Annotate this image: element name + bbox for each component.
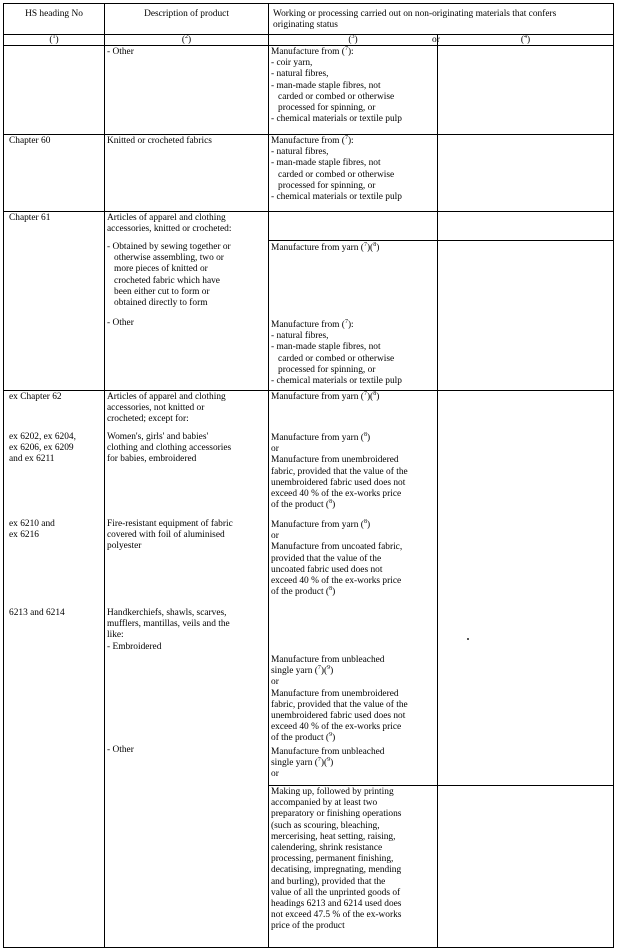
- header-working-processing: Working or processing carried out on non-originating materials that confers originating status: [273, 9, 557, 30]
- header-col-num-3: ($^3$): [348, 34, 358, 45]
- rule-line: [268, 240, 614, 241]
- row2-description: Knitted or crocheted fabrics: [107, 136, 212, 146]
- rule-line: [3, 134, 614, 135]
- row4-working-embroidered: Manufacture from yarn ($^8$) or Manufacture from unembroidered fabric, provided that the value of the unembroidered fabric used does not exceed 40 % of the ex-works price of the product ($^8$): [271, 432, 408, 511]
- rule-line: [3, 211, 614, 212]
- rule-line: [3, 947, 614, 948]
- row3-description-sewn: - Obtained by sewing together or otherwise assembling, two or more pieces of knitted or crocheted fabric which have been either cut to form or obtained directly to form: [107, 242, 231, 309]
- rule-line: [3, 3, 4, 948]
- row3-working-other: Manufacture from ($^7$): - natural fibres, - man-made staple fibres, not carded or combed or otherwise processed for spinning, or - chemical materials or textile pulp: [271, 319, 402, 387]
- rule-line: [104, 3, 105, 948]
- row4-working-fire-resistant: Manufacture from yarn ($^8$) or Manufacture from uncoated fabric, provided that the value of the uncoated fabric used does not exceed 40 % of the ex-works price of the product ($^8$): [271, 519, 403, 598]
- header-hs-heading: HS heading No: [25, 9, 83, 19]
- rule-line: [3, 3, 614, 4]
- row4-description-other: - Other: [107, 745, 134, 755]
- row3-description-other: - Other: [107, 318, 134, 328]
- header-description: Description of product: [144, 9, 229, 19]
- stray-dot: [467, 638, 469, 640]
- row4-hs-heading-ex62: ex Chapter 62: [9, 392, 62, 402]
- row4-description-ex62: Articles of apparel and clothing accessories, not knitted or crocheted; except for:: [107, 392, 226, 425]
- row4-working-embroidered-handkerchiefs: Manufacture from unbleached single yarn ($^7$)($^9$) or Manufacture from unembroidered fabric, provided that the value of the unembroidered fabric used does not exceed 40 % of the ex-works price of the product ($^9$): [271, 655, 408, 744]
- row4-hs-heading-handkerchiefs: 6213 and 6214: [9, 608, 65, 618]
- rule-line: [613, 3, 614, 948]
- row4-working-other-making-up: Making up, followed by printing accompanied by at least two preparatory or finishing operations (such as scouring, bleaching, mercerising, heat setting, raising, calendering, shrink resistance processing, permanent finishing, decatising, impregnating, mending and burling), provided that the value of all the unprinted goods of headings 6213 and 6214 used does not exceed 47.5 % of the ex-works price of the product: [271, 787, 402, 932]
- row4-working-ex62: Manufacture from yarn ($^7$)($^8$): [271, 391, 380, 402]
- row4-description-embroidered: Women's, girls' and babies' clothing and clothing accessories for babies, embroidered: [107, 432, 232, 465]
- rule-line: [437, 34, 438, 948]
- row4-description-handkerchiefs: Handkerchiefs, shawls, scarves, mufflers, mantillas, veils and the like: - Embroidered: [107, 608, 230, 652]
- row1-description: - Other: [107, 47, 134, 57]
- row4-working-other-yarn: Manufacture from unbleached single yarn ($^7$)($^9$) or: [271, 747, 385, 780]
- row3-working-sewn: Manufacture from yarn ($^7$)($^8$): [271, 242, 380, 253]
- row1-working: Manufacture from ($^7$): - coir yarn, - natural fibres, - man-made staple fibres, not carded or combed or otherwise processed for spinning, or - chemical materials or textile pulp: [271, 46, 402, 125]
- row4-hs-heading-fire-resistant: ex 6210 and ex 6216: [9, 519, 55, 541]
- row2-hs-heading: Chapter 60: [9, 136, 51, 146]
- row4-description-fire-resistant: Fire-resistant equipment of fabric covered with foil of aluminised polyester: [107, 519, 233, 552]
- header-or: or: [432, 35, 440, 45]
- rule-line: [3, 390, 614, 391]
- header-col-num-1: ($^1$): [49, 34, 59, 45]
- row3-hs-heading: Chapter 61: [9, 213, 51, 223]
- rule-line: [268, 785, 614, 786]
- row4-hs-heading-embroidered: ex 6202, ex 6204, ex 6206, ex 6209 and ex 6211: [9, 432, 76, 465]
- header-col-num-4: ($^4$): [520, 34, 531, 45]
- header-col-num-2: ($^2$): [181, 34, 192, 45]
- row3-description-intro: Articles of apparel and clothing accessories, knitted or crocheted:: [107, 213, 232, 235]
- rule-line: [268, 3, 269, 948]
- row2-working: Manufacture from ($^7$): - natural fibres, - man-made staple fibres, not carded or combed or otherwise processed for spinning, or - chemical materials or textile pulp: [271, 135, 402, 203]
